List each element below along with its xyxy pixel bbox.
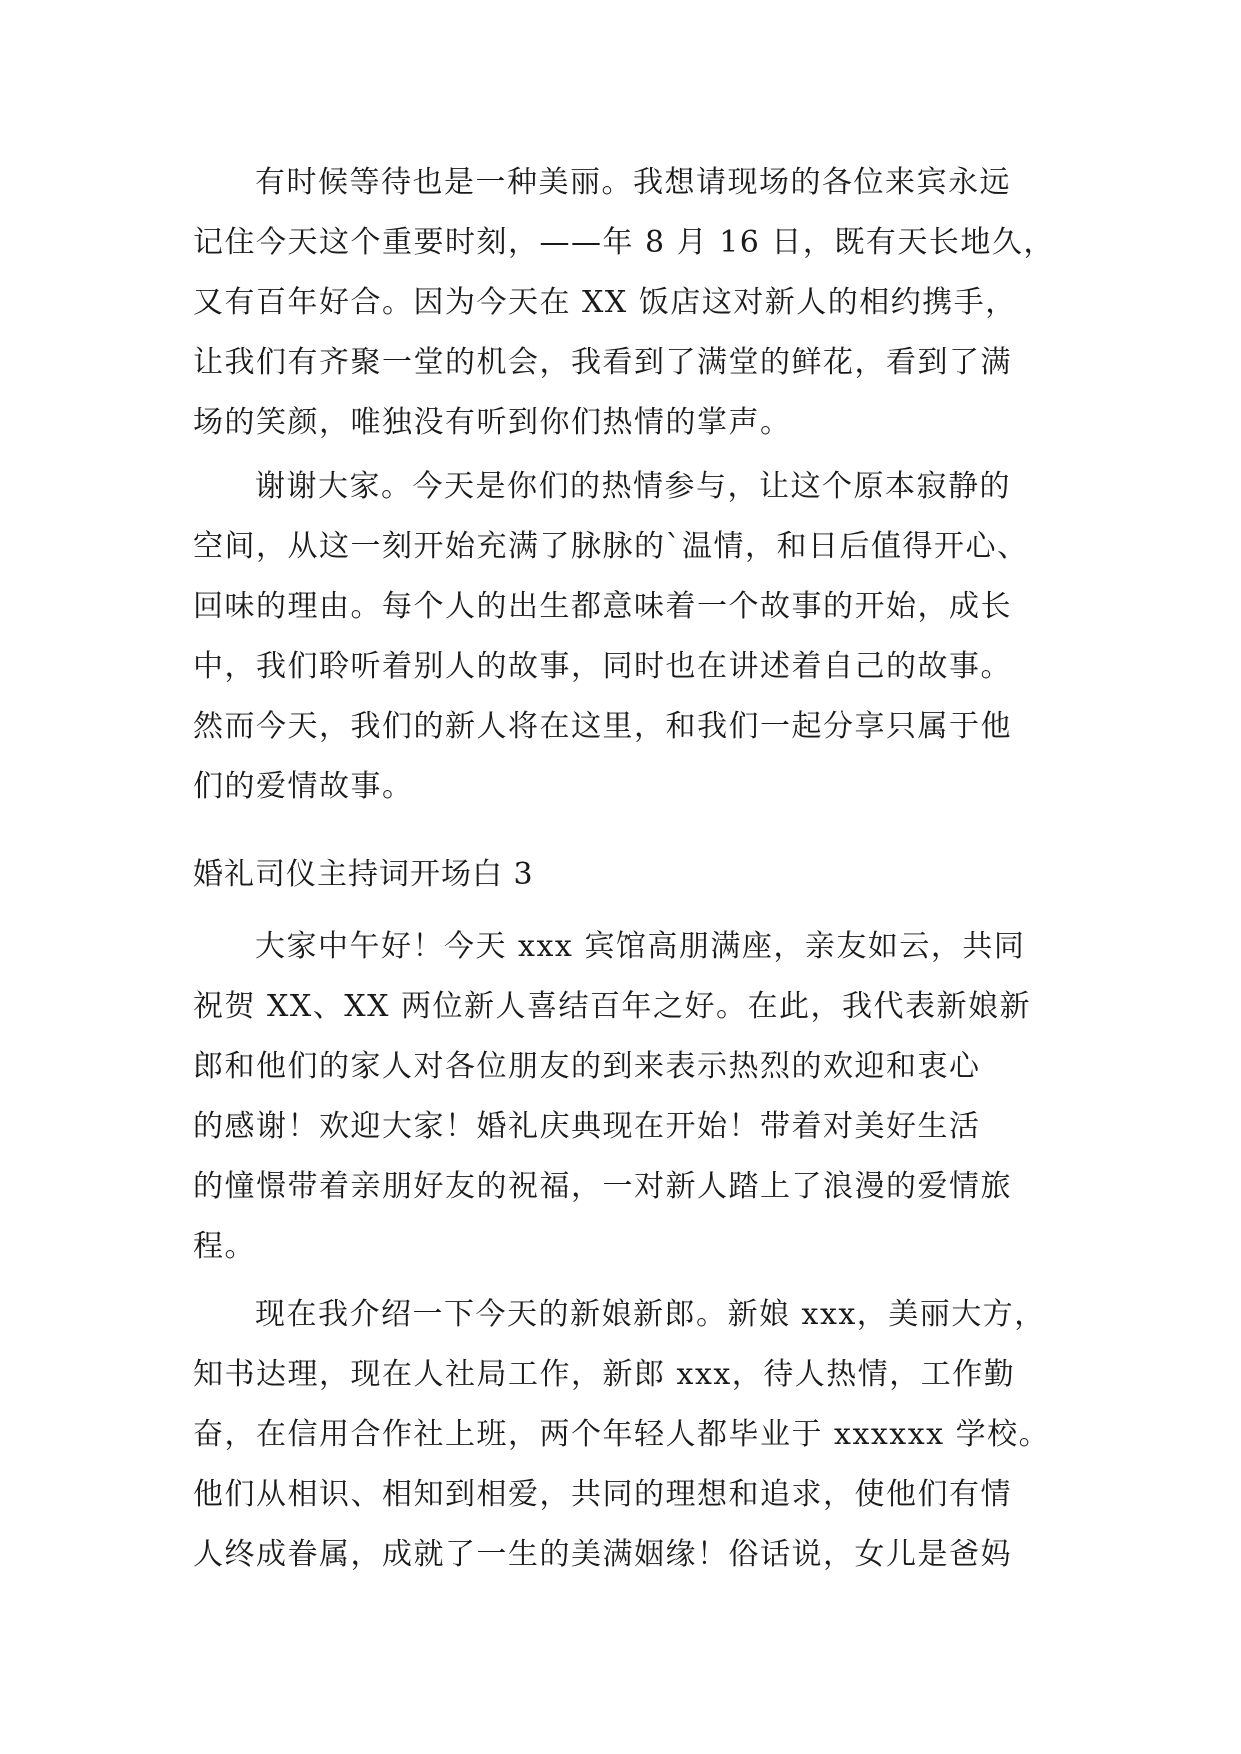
text-line: 的感谢！欢迎大家！婚礼庆典现在开始！带着对美好生活 xyxy=(193,1109,981,1144)
text-line: 们的爱情故事。 xyxy=(193,769,414,804)
paragraph-4 xyxy=(193,1285,1051,1585)
section-title-text: 婚礼司仪主持词开场白 3 xyxy=(193,857,534,892)
text-line: 知书达理，现在人社局工作，新郎 xxx，待人热情，工作勤 xyxy=(193,1357,1016,1392)
text-line: 回味的理由。每个人的出生都意味着一个故事的开始，成长 xyxy=(193,589,1012,624)
text-line: 记住今天这个重要时刻，——年 8 月 16 日，既有天长地久， xyxy=(193,225,1055,260)
text-line: 祝贺 XX、XX 两位新人喜结百年之好。在此，我代表新娘新 xyxy=(193,989,1032,1024)
text-line: 又有百年好合。因为今天在 XX 饭店这对新人的相约携手， xyxy=(193,285,1017,320)
text-line: 谢谢大家。今天是你们的热情参与，让这个原本寂静的 xyxy=(255,469,1011,504)
text-line: 中，我们聆听着别人的故事，同时也在讲述着自己的故事。 xyxy=(193,649,1012,684)
text-line: 大家中午好！今天 xxx 宾馆高朋满座，亲友如云，共同 xyxy=(255,929,1026,964)
text-line: 现在我介绍一下今天的新娘新郎。新娘 xxx，美丽大方， xyxy=(255,1297,1046,1332)
paragraph-2 xyxy=(193,457,1051,817)
text-line: 奋，在信用合作社上班，两个年轻人都毕业于 xxxxxx 学校。 xyxy=(193,1417,1051,1452)
text-line: 然而今天，我们的新人将在这里，和我们一起分享只属于他 xyxy=(193,709,1012,744)
paragraph-3 xyxy=(193,917,1051,1277)
text-line: 郎和他们的家人对各位朋友的到来表示热烈的欢迎和衷心 xyxy=(193,1049,981,1084)
text-line: 他们从相识、相知到相爱，共同的理想和追求，使他们有情 xyxy=(193,1477,1012,1512)
text-line: 有时候等待也是一种美丽。我想请现场的各位来宾永远 xyxy=(255,165,1011,200)
paragraph-1 xyxy=(193,153,1055,453)
text-line: 场的笑颜，唯独没有听到你们热情的掌声。 xyxy=(193,405,792,440)
section-title xyxy=(193,845,1051,905)
text-line: 程。 xyxy=(193,1229,256,1264)
text-line: 空间，从这一刻开始充满了脉脉的`温情，和日后值得开心、 xyxy=(193,529,1029,564)
text-line: 的憧憬带着亲朋好友的祝福，一对新人踏上了浪漫的爱情旅 xyxy=(193,1169,1012,1204)
text-line: 人终成眷属，成就了一生的美满姻缘！俗话说，女儿是爸妈 xyxy=(193,1537,1012,1572)
text-line: 让我们有齐聚一堂的机会，我看到了满堂的鲜花，看到了满 xyxy=(193,345,1012,380)
